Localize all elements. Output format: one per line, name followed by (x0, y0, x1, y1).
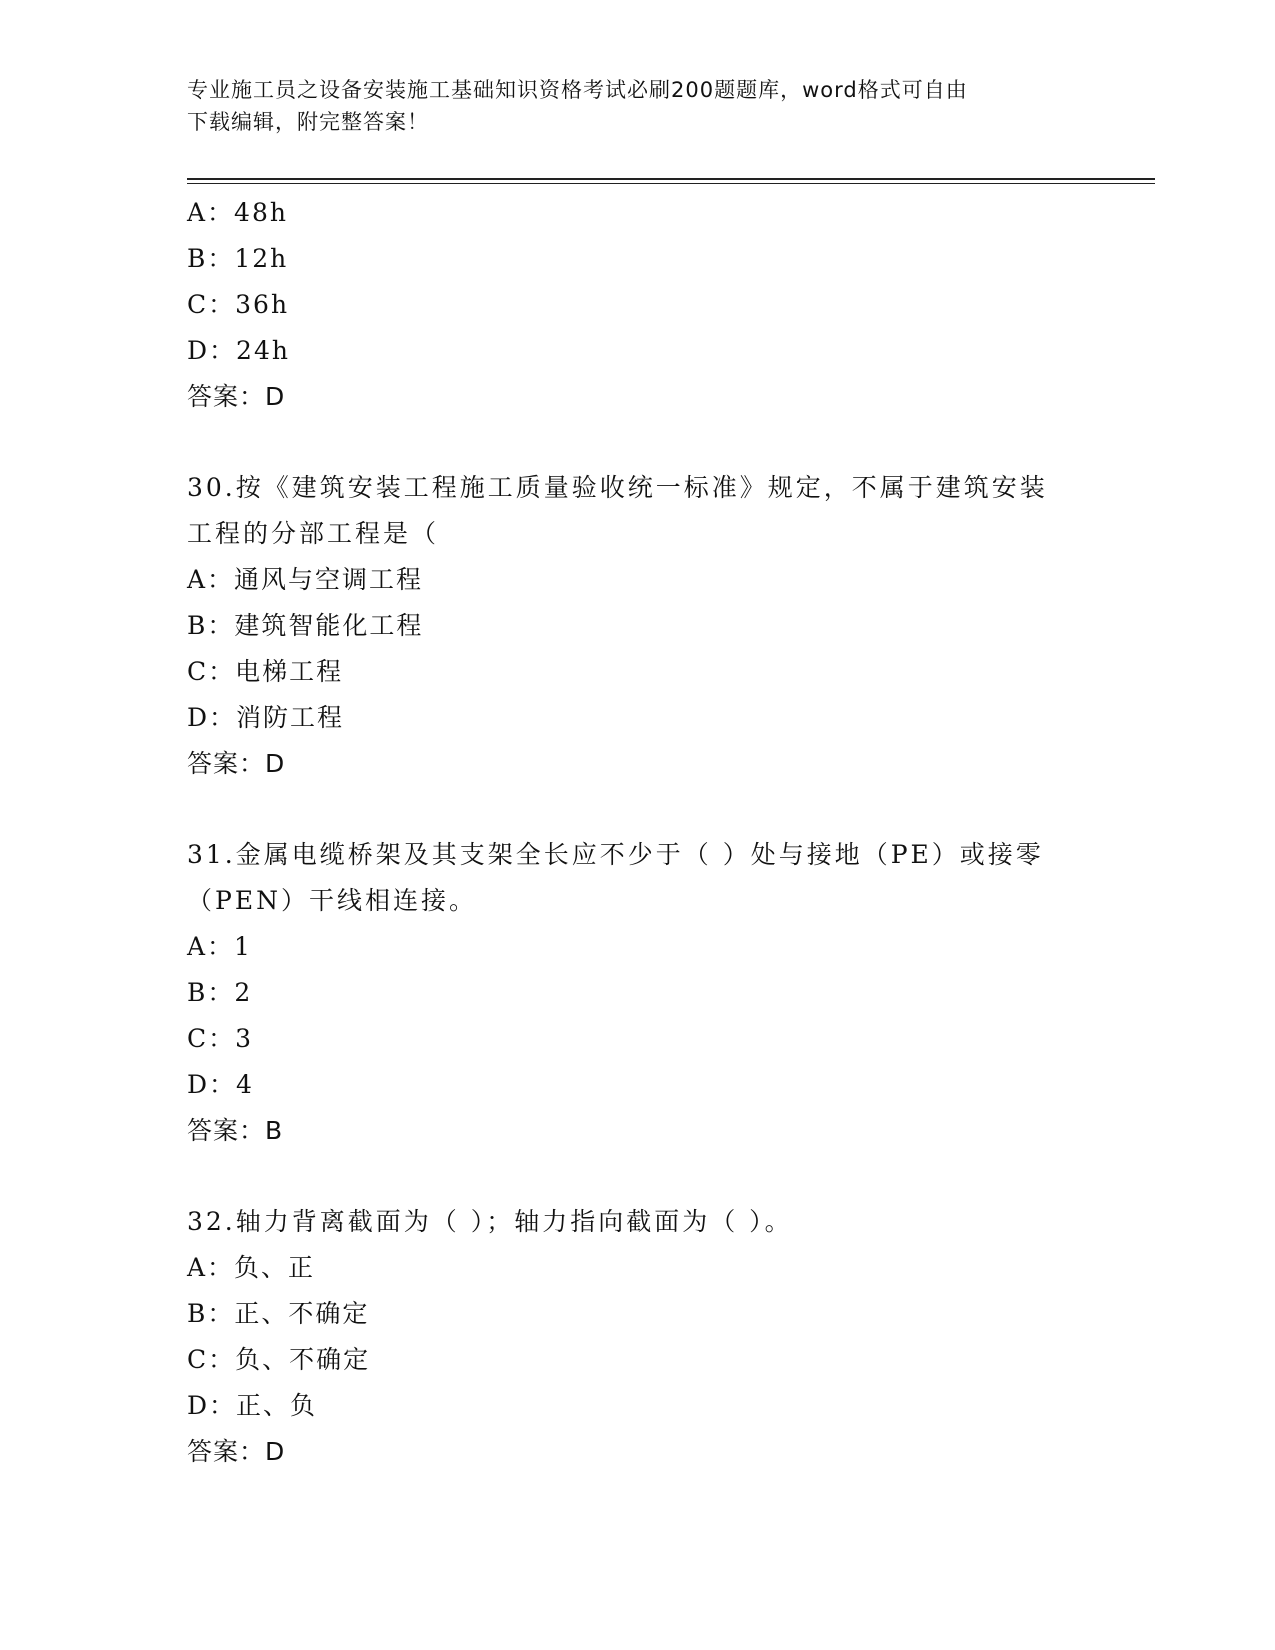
option-b: B：正、不确定 (187, 1299, 370, 1328)
question-text-line: 31.金属电缆桥架及其支架全长应不少于（ ）处与接地（PE）或接零 (187, 840, 1044, 869)
option-c: C：电梯工程 (187, 657, 344, 686)
spacer (187, 420, 1087, 465)
question-text-line: 工程的分部工程是（ (187, 519, 440, 548)
option-d: D：消防工程 (187, 703, 345, 732)
answer-line: 答案：B (187, 1116, 284, 1145)
option-a: A：负、正 (187, 1253, 316, 1282)
option-d: D：4 (187, 1070, 254, 1099)
answer-line: 答案：D (187, 749, 286, 778)
question-text-line: 30.按《建筑安装工程施工质量验收统一标准》规定，不属于建筑安装 (187, 473, 1048, 502)
option-d: D：正、负 (187, 1391, 318, 1420)
option-d: D：24h (187, 336, 290, 365)
question-32 (187, 1199, 1087, 1475)
header-divider-thick (187, 178, 1155, 180)
option-a: A：48h (187, 198, 288, 227)
question-text-line: （PEN）干线相连接。 (187, 886, 477, 915)
question-list (187, 190, 1087, 1475)
option-a: A：1 (187, 932, 252, 961)
question-30 (187, 465, 1087, 787)
question-31 (187, 832, 1087, 1154)
question-text-line: 32.轴力背离截面为（ ）；轴力指向截面为（ ）。 (187, 1207, 793, 1236)
option-a: A：通风与空调工程 (187, 565, 424, 594)
option-c: C：36h (187, 290, 290, 319)
option-b: B：2 (187, 978, 253, 1007)
answer-line: 答案：D (187, 1437, 286, 1466)
option-c: C：负、不确定 (187, 1345, 371, 1374)
header-line-1: 专业施工员之设备安装施工基础知识资格考试必刷200题题库，word格式可自由 (187, 78, 968, 102)
spacer (187, 787, 1087, 832)
header-line-2: 下载编辑，附完整答案！ (187, 110, 429, 134)
spacer (187, 1154, 1087, 1199)
answer-line: 答案：D (187, 382, 286, 411)
document-header (187, 74, 1087, 138)
option-b: B：12h (187, 244, 289, 273)
option-b: B：建筑智能化工程 (187, 611, 424, 640)
header-divider-thin (187, 183, 1155, 184)
question-partial (187, 190, 1087, 420)
option-c: C：3 (187, 1024, 254, 1053)
